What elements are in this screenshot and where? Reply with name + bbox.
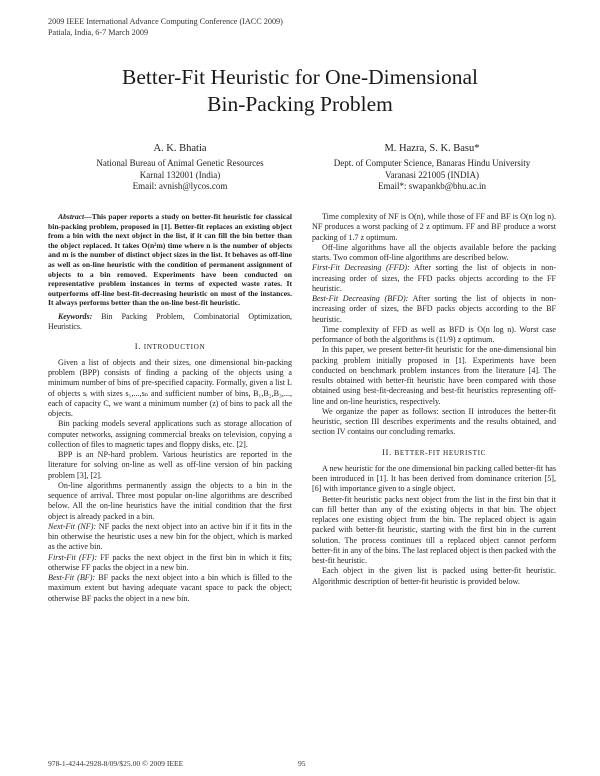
abstract-text: —This paper reports a study on better-fit heuristic for classical bin-packing problem, proposed in [1]. Better-fit replaces an existing object from a bin with the next object in the list, if it can fill the bin better than the object replaced. It takes O(n²m) time where n is the number of objects and m is the number of distinct object sizes in the list. It behaves as off-line as well as on-line heuristic with the condition of permanent assignment of objects to a bin removed. Experiments have been conducted on representative problem instances in terms of expected waste rates. It outperforms off-line best-fit-decreasing heuristic on most of the instances. It always performs better than the on-line best-fit heuristic. (48, 212, 292, 308)
author-block-2 (312, 142, 552, 193)
title-line-1: Better-Fit Heuristic for One-Dimensional (121, 65, 479, 89)
conference-header (48, 17, 283, 38)
term: First-Fit Decreasing (FFD): (312, 263, 410, 273)
paragraph: A new heuristic for the one dimensional bin packing called better-fit has been introduced in [1]. It has been derived from dominance criterion [5], [6] with importance given to a single object. (312, 463, 556, 494)
paragraph: In this paper, we present better-fit heuristic for the one-dimensional bin packing problem initially proposed in [1]. Experiments have been conducted on benchmark problem instances from the literature [4]. The results obtained with better-fit heuristic have been compared with those obtained using best-fit-decreasing and best-fit heuristics representing off-line and on-line heuristics, respectively. (312, 345, 556, 406)
definition-bfd (312, 294, 556, 325)
conference-venue: Patiala, India, 6-7 March 2009 (48, 27, 149, 37)
term: Best-Fit Decreasing (BFD): (312, 294, 409, 303)
conference-name: 2009 IEEE International Advance Computing Conference (IACC 2009) (48, 17, 283, 26)
right-column (312, 212, 556, 587)
paragraph: Each object in the given list is packed using better-fit heuristic. Algorithmic description of better-fit heuristic is provided below. (312, 566, 556, 586)
paragraph: Given a list of objects and their sizes, one dimensional bin-packing problem (BPP) consists of finding a packing of the objects using a minimum number of bins of pre-specified capacity. Formally, given a list L of objects sᵢ with sizes s₁,...,sₙ and sufficient number of bins, B₁,B₂,B₃,..., each of capacity C, we want a minimum number (z) of bins to pack all the objects. (48, 357, 292, 419)
keywords-text: Bin Packing Problem, Combinatorial Optimization, Heuristics. (48, 311, 292, 331)
title-line-2: Bin-Packing Problem (207, 92, 393, 116)
abstract (48, 212, 292, 308)
definition-text: After sorting the list of objects in non-increasing order of sizes, the FFD packs objects according to the FF heuristic. (312, 263, 556, 293)
definition-text: NF packs the next object into an active bin if it fits in the bin otherwise the heuristic uses a new bin for the object, which is marked as the active bin. (48, 521, 292, 552)
paragraph: BPP is an NP-hard problem. Various heuristics are reported in the literature for solving on-line as well as off-line version of bin packing problem [3], [2]. (48, 450, 292, 480)
definition-first-fit (48, 553, 292, 574)
section-heading-2 (312, 447, 556, 458)
author-name: A. K. Bhatia (153, 143, 207, 154)
abstract-label: Abstract (58, 212, 85, 221)
author-address: Karnal 132001 (India) (139, 169, 221, 180)
keywords-label: Keywords: (58, 311, 93, 321)
section-title: INTRODUCTION (143, 342, 206, 351)
definition-next-fit (48, 522, 292, 553)
paragraph: Time complexity of NF is O(n), while those of FF and BF is O(n log n). NF produces a worst packing of 2 z optimum. FF and BF produce a worst packing of 1.7 z optimum. (312, 212, 556, 242)
page-footer (48, 759, 552, 768)
author-affiliation: Dept. of Computer Science, Banaras Hindu University (333, 158, 531, 168)
section-title: BETTER-FIT HEURISTIC (394, 448, 486, 457)
paragraph: Bin packing models several applications such as storage allocation of computer networks, assigning commercial breaks on television, copying a collection of files to magnetic tapes and floppy disks, etc. [2]. (48, 419, 292, 449)
paragraph: On-line algorithms permanently assign the objects to a bin in the sequence of arrival. Three most popular on-line algorithms are described below. All the on-line heuristics have the initial condition that the first object is already packed in a bin. (48, 480, 292, 521)
paper-title (0, 64, 600, 118)
paragraph: Time complexity of FFD as well as BFD is O(n log n). Worst case performance of both the algorithms is (11/9) z optimum. (312, 324, 556, 344)
definition-text: After sorting the list of objects in non-increasing order of sizes, the BFD packs objects according to the BF heuristic. (312, 294, 556, 324)
definition-ffd (312, 263, 556, 294)
term: Best-Fit (BF): (48, 573, 96, 583)
copyright-line: 978-1-4244-2928-8/09/$25.00 © 2009 IEEE (48, 759, 184, 768)
left-column (48, 212, 292, 604)
page-number: 95 (298, 759, 306, 768)
author-name: M. Hazra, S. K. Basu* (384, 143, 480, 154)
author-address: Varanasi 221005 (INDIA) (385, 169, 479, 180)
definition-text: FF packs the next object in the first bin in which it fits; otherwise FF packs the object in a new bin. (48, 552, 293, 572)
author-block-1 (60, 142, 300, 193)
author-affiliation: National Bureau of Animal Genetic Resources (96, 158, 264, 168)
section-heading-1 (48, 341, 292, 352)
term: Next-Fit (NF): (48, 521, 97, 531)
author-email: Email: avnish@lycos.com (132, 181, 228, 191)
definition-text: BF packs the next object into a bin which is filled to the maximum extent but having adequate vacant space to pack the object; otherwise BF packs the object in a new bin. (48, 573, 292, 603)
paragraph: Off-line algorithms have all the objects available before the packing starts. Two common off-line algorithms are described below. (312, 242, 556, 262)
paragraph: Better-fit heuristic packs next object from the list in the first bin that it can fill better than any of the existing objects in that bin. The object replaces one existing object from the bin. The replaced object is again packed with better-fit heuristic, starting with the first bin in the current solution. The process continues till a replaced object cannot perform better-fit in any of the bins. The last replaced object is then packed with the best-fit heuristic. (312, 494, 556, 565)
term: First-Fit (FF): (48, 552, 98, 562)
keywords (48, 312, 292, 332)
definition-best-fit (48, 573, 292, 604)
author-email: Email*: swapankb@bhu.ac.in (377, 181, 486, 191)
section-number: II. (382, 446, 392, 457)
section-number: I. (134, 340, 141, 351)
paragraph: We organize the paper as follows: section II introduces the better-fit heuristic, section III describes experiments and the results obtained, and section IV contains our concluding remarks. (312, 406, 556, 437)
